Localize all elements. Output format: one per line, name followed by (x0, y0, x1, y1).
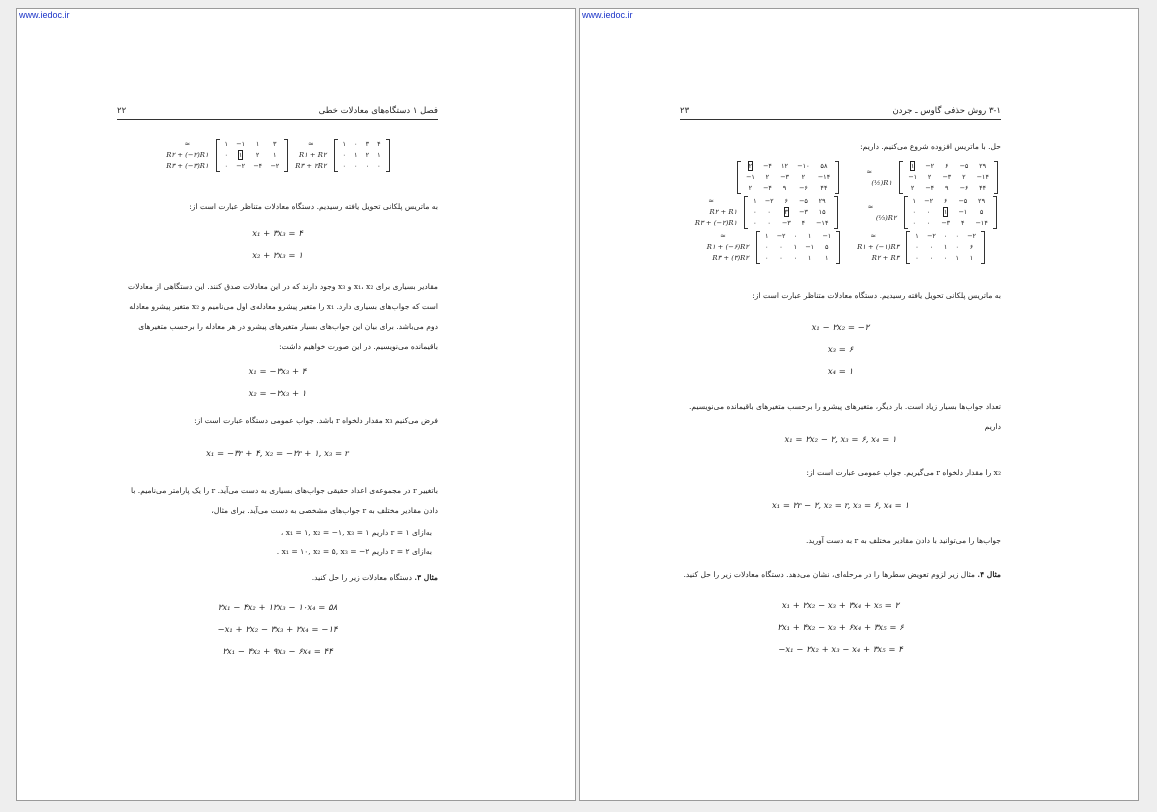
matrix-entry: −۱۴ (815, 219, 829, 227)
matrix-entry: ۰ (779, 254, 783, 262)
matrix-entry: ۲ (927, 173, 932, 181)
matrix-entry: −۶ (959, 184, 969, 192)
paragraph: جواب‌ها را می‌توانید با دادن مقادیر مختلف به r به دست آورید. (805, 536, 1001, 545)
row-operation: (⅓)R۲ (875, 213, 897, 222)
matrix-step-row (680, 231, 1001, 264)
matrix-entry: ۰ (926, 208, 931, 216)
augmented-matrix (744, 196, 837, 229)
row-operation: R۲ + R۱ (709, 208, 738, 216)
matrix-entry: ۱۲ (780, 162, 789, 170)
example-text: مثال زیر لزوم تعویض سطرها را در مرحله‌ای، نشان می‌دهد. دستگاه معادلات زیر را حل کنید. (683, 570, 978, 579)
matrix-entry: ۲۹ (979, 162, 987, 170)
matrix-entry: −۴ (925, 184, 935, 192)
matrix-entry: ۶ (945, 162, 949, 170)
matrix-entry: ۰ (955, 243, 959, 251)
row-operation: R۳ + (۳)R۲ (712, 254, 749, 262)
matrix-entry: ۱ (272, 151, 277, 159)
matrix-entry: −۱ (958, 208, 968, 216)
matrix-steps (680, 161, 1001, 266)
matrix-entry: ۱ (764, 232, 769, 240)
matrix-entry: ۹ (945, 184, 949, 192)
running-header (680, 105, 1001, 120)
equation-system (117, 361, 438, 405)
matrix-entry: −۱۴ (817, 173, 831, 181)
augmented-matrix (737, 161, 839, 194)
matrix-entry: ۳ (365, 140, 370, 148)
matrix-entry: ۰ (779, 243, 783, 251)
example-line: به‌ازای r = ۱ داریم x₁ = ۱, x₂ = −۱, x₃ = ۱ ، (280, 528, 432, 537)
matrix-entry: ۵۸ (820, 162, 828, 170)
row-operation: R۱ + (−۱)R۳ (857, 243, 900, 251)
matrix-entry: −۳ (941, 219, 951, 227)
row-operation: R۳ + ۲R۲ (295, 162, 327, 170)
augmented-matrix (756, 231, 840, 264)
matrix-entry: ۲ (910, 184, 915, 192)
equivalence-sign: ≈ (720, 232, 726, 240)
equation: ۲x₁ + ۴x₂ − x₃ + ۶x₄ + ۳x₅ = ۶ (777, 623, 904, 633)
paragraph: مقادیر بسیاری برای x₁، x₂ و x₃ وجود دارند که در این معادلات صدق کنند. این دستگاهی از معادلات است که جواب‌های بسیاری دارد. x₁ را متغیر پیشرو معادله‌ی اول می‌نامیم و x₂ متغیر پیشرو معادله دوم می‌باشد. برای بیان این جواب‌های بسیار متغیرهای پیشرو در هر معادله را برحسب متغیرهای باقیمانده می‌نویسیم. در این صورت خواهیم داشت: (127, 282, 438, 351)
equation: −x₁ − ۲x₂ + x₃ − x₄ + ۳x₅ = ۴ (778, 645, 903, 655)
matrix-entry: ۰ (224, 162, 229, 170)
matrix-step-row (680, 161, 1001, 194)
matrix-entry (937, 207, 954, 218)
page-content (117, 105, 438, 657)
matrix-entry: ۱ (969, 254, 974, 262)
equivalence-sign: ≈ (870, 232, 877, 240)
matrix-entry: −۲ (926, 232, 936, 240)
matrix-entry: −۱ (236, 140, 246, 148)
matrix-entry: ۵ (979, 208, 984, 216)
matrix-entry: −۱۴ (975, 219, 988, 227)
page-number: ۲۲ (117, 106, 127, 116)
matrix-entry: ۲ (801, 173, 806, 181)
equation: x₁ − ۲x₂ = −۲ (811, 323, 870, 333)
row-operation: R۳ + (−۲)R۱ (694, 219, 738, 227)
running-header (117, 105, 438, 120)
equation: x₂ = −۲x₃ + ۱ (248, 389, 307, 399)
row-operation: R۱ + R۲ (298, 151, 327, 159)
paragraph: تعداد جواب‌ها بسیار زیاد است. بار دیگر، متغیرهای پیشرو را برحسب متغیرهای باقیمانده می‌نویسیم. داریم (688, 402, 1001, 431)
equation: ۲x₁ − ۴x₂ + ۱۲x₃ − ۱۰x₄ = ۵۸ (217, 603, 338, 613)
matrix-entry: ۰ (767, 219, 771, 227)
matrix-entry: ۰ (342, 151, 347, 159)
matrix-entry: ۰ (793, 254, 798, 262)
matrix-entry: ۱ (915, 232, 919, 240)
watermark-link[interactable]: www.iedoc.ir (582, 10, 633, 20)
matrix-entry: −۵ (959, 162, 969, 170)
matrix-entry: −۲ (925, 162, 935, 170)
pivot-entry: ۱ (943, 208, 948, 216)
equation: x₃ = ۶ (827, 345, 854, 355)
equation-system (680, 595, 1001, 661)
matrix-entry: ۱ (807, 232, 812, 240)
matrix-entry: −۵ (958, 197, 968, 205)
matrix-entry: ۲ (365, 151, 370, 159)
matrix-entry: ۱ (824, 254, 829, 262)
matrix-entry: ۰ (915, 243, 919, 251)
row-operation: R۲ + R۳ (871, 254, 900, 262)
matrix-entry: ۰ (915, 254, 919, 262)
paragraph: فرض می‌کنیم x₃ مقدار دلخواه r باشد. جواب عمومی دستگاه عبارت است از: (194, 416, 438, 425)
matrix-entry: ۱ (753, 197, 757, 205)
general-solution: x₁ = ۲r − ۲, x₂ = r, x₃ = ۶, x₄ = ۱ (771, 501, 910, 511)
matrix-entry: ۰ (753, 219, 757, 227)
matrix-entry: ۰ (929, 243, 934, 251)
matrix-entry (232, 150, 249, 161)
row-operation: R۱ + (−۶)R۲ (706, 243, 749, 251)
paragraph: به ماتریس پلکانی تحویل یافته رسیدیم. دستگاه معادلات متناظر عبارت است از: (189, 202, 438, 211)
matrix-entry: ۰ (926, 219, 931, 227)
matrix-entry: −۲ (764, 197, 774, 205)
watermark-link[interactable]: www.iedoc.ir (19, 10, 70, 20)
matrix-entry: ۶ (784, 197, 789, 205)
matrix-entry: ۲ (962, 173, 966, 181)
matrix-row (117, 139, 438, 172)
row-operations (291, 139, 330, 172)
matrix-entry: ۲۹ (818, 197, 826, 205)
matrix-entry: −۴ (762, 184, 772, 192)
equivalence-sign: ≈ (184, 140, 191, 148)
augmented-matrix (899, 161, 998, 194)
matrix-entry: ۱ (793, 243, 798, 251)
row-operations (162, 139, 212, 172)
equation-system (680, 317, 1001, 383)
equation: x₁ + ۳x₃ = ۴ (252, 229, 303, 239)
matrix-entry: ۱ (912, 197, 917, 205)
pivot-entry: ۱ (910, 162, 915, 170)
page-23 (579, 8, 1139, 801)
solution-line: x₁ = ۲x₂ − ۲, x₃ = ۶, x₄ = ۱ (784, 435, 897, 445)
augmented-matrix (906, 231, 985, 264)
matrix-entry: ۰ (943, 232, 948, 240)
matrix-entry: −۶ (798, 184, 808, 192)
pivot-entry: ۳ (784, 208, 789, 216)
matrix-entry: ۴۴ (979, 184, 987, 192)
row-operation: (½)R۱ (871, 178, 893, 187)
page-content (680, 105, 1001, 655)
matrix-entry: ۴۴ (820, 184, 828, 192)
matrix-entry: ۱ (807, 254, 812, 262)
matrix-entry: ۰ (764, 243, 769, 251)
row-operation: R۲ + (−۲)R۱ (166, 151, 209, 159)
matrix-entry: −۱ (908, 173, 918, 181)
matrix-entry: ۰ (753, 208, 757, 216)
matrix-entry: −۲ (966, 232, 977, 240)
matrix-entry: ۲ (765, 173, 770, 181)
matrix-entry: ۰ (912, 219, 917, 227)
matrix-entry: ۱ (342, 140, 347, 148)
matrix-entry: ۲ (748, 184, 753, 192)
matrix-entry: ۶ (969, 243, 974, 251)
matrix-entry: ۰ (767, 208, 771, 216)
row-operations (842, 167, 896, 189)
matrix-entry: ۰ (354, 140, 358, 148)
augmented-matrix (334, 139, 390, 172)
equation: x₂ + ۲x₃ = ۱ (252, 251, 303, 261)
equivalence-sign: ≈ (866, 167, 873, 176)
matrix-entry: −۳ (942, 173, 952, 181)
paragraph: به ماتریس پلکانی تحویل یافته رسیدیم. دستگاه معادلات متناظر عبارت است از: (752, 291, 1001, 300)
paragraph: باتغییر r در مجموعه‌ی اعداد حقیقی جواب‌های بسیاری به دست می‌آید. r را یک پارامتر می‌نامیم. با دادن مقادیر مختلف به r جواب‌های مشخصی به دست می‌آید. برای مثال، (130, 486, 438, 515)
matrix-entry: ۴ (960, 219, 965, 227)
equation: x₁ = −۳x₃ + ۴ (248, 367, 307, 377)
header-title: فصل ۱ دستگاه‌های معادلات خطی (318, 106, 438, 116)
matrix-entry (904, 161, 921, 172)
example-text: دستگاه معادلات زیر را حل کنید. (311, 573, 415, 582)
matrix-entry: ۰ (929, 254, 934, 262)
matrix-entry: ۰ (912, 208, 917, 216)
equivalence-sign: ≈ (867, 202, 874, 211)
matrix-entry (742, 161, 759, 172)
matrix-entry: ۱ (354, 151, 358, 159)
equation: x₁ + ۲x₂ − x₃ + ۳x₄ + x₅ = ۲ (781, 601, 900, 611)
matrix-entry: ۲ (255, 151, 260, 159)
row-operation: R۳ + (−۳)R۱ (166, 162, 209, 170)
pivot-entry: ۲ (748, 162, 753, 170)
matrix-entry: −۲ (776, 232, 786, 240)
row-operations (693, 231, 753, 264)
matrix-entry: ۰ (365, 162, 370, 170)
matrix-step-row (680, 196, 1001, 229)
matrix-entry: ۱۵ (818, 208, 826, 216)
general-solution: x₁ = −۳r + ۴, x₂ = −۲r + ۱, x₃ = r (206, 449, 349, 459)
header-title: ۳-۱ روش حذفی گاوس ـ جردن (892, 106, 1001, 116)
matrix-entry: ۰ (764, 254, 769, 262)
matrix-entry: −۳ (798, 208, 808, 216)
paragraph: x₂ را مقدار دلخواه r می‌گیریم. جواب عمومی عبارت است از: (806, 468, 1001, 477)
matrix-entry: ۴ (801, 219, 806, 227)
matrix-entry: −۳ (779, 173, 790, 181)
matrix-entry: ۵ (824, 243, 829, 251)
matrix-entry: ۱ (943, 243, 948, 251)
row-operations (841, 202, 901, 224)
matrix-entry: ۱ (377, 151, 381, 159)
matrix-entry: ۴ (377, 140, 381, 148)
row-operations (681, 196, 741, 229)
example-line: به‌ازای r = ۲ داریم x₁ = ۱۰, x₂ = ۵, x₃ = −۲ . (276, 547, 432, 556)
matrix-entry: −۱۰ (797, 162, 810, 170)
equation-system (117, 223, 438, 267)
equivalence-sign: ≈ (708, 197, 714, 205)
matrix-entry: −۱ (822, 232, 832, 240)
matrix-entry: ۰ (377, 162, 381, 170)
matrix-entry: −۱۴ (976, 173, 989, 181)
matrix-entry: −۲ (924, 197, 934, 205)
equivalence-sign: ≈ (308, 140, 314, 148)
matrix-entry: −۲ (270, 162, 280, 170)
matrix-entry: −۲ (236, 162, 246, 170)
paragraph: حل. با ماتریس افزوده شروع می‌کنیم. داریم: (860, 142, 1001, 151)
matrix-entry: ۰ (955, 232, 959, 240)
matrix-entry (778, 207, 795, 218)
matrix-entry: −۵ (798, 197, 808, 205)
equation: x₄ = ۱ (827, 367, 854, 377)
equation-system (117, 597, 438, 663)
matrix-entry: ۰ (342, 162, 347, 170)
matrix-entry: ۰ (354, 162, 358, 170)
example-heading (117, 568, 438, 588)
matrix-entry: −۱ (805, 243, 815, 251)
matrix-entry: ۳ (272, 140, 277, 148)
matrix-entry: −۱ (745, 173, 755, 181)
equation: ۲x₁ − ۴x₂ + ۹x₃ − ۶x₄ = ۴۴ (222, 647, 333, 657)
matrix-entry: ۰ (793, 232, 798, 240)
page-number: ۲۳ (680, 106, 690, 116)
equation: −x₁ + ۲x₂ − ۳x₃ + ۲x₄ = −۱۴ (217, 625, 338, 635)
matrix-entry: −۴ (762, 162, 772, 170)
augmented-matrix (216, 139, 289, 172)
matrix-entry: ۱ (255, 140, 260, 148)
matrix-entry: ۶ (943, 197, 948, 205)
example-label: مثال ۳. (414, 573, 438, 582)
example-heading (680, 565, 1001, 585)
matrix-entry: ۲۹ (978, 197, 986, 205)
matrix-entry: ۹ (782, 184, 787, 192)
matrix-entry: ۰ (224, 151, 229, 159)
page-22 (16, 8, 576, 801)
augmented-matrix (904, 196, 997, 229)
example-label: مثال ۴. (977, 570, 1001, 579)
matrix-entry: −۴ (253, 162, 263, 170)
matrix-entry: ۰ (943, 254, 948, 262)
pivot-entry: ۱ (238, 151, 243, 159)
matrix-entry: −۳ (781, 219, 791, 227)
row-operations (843, 231, 903, 264)
matrix-entry: ۱ (224, 140, 229, 148)
matrix-entry: ۱ (955, 254, 959, 262)
